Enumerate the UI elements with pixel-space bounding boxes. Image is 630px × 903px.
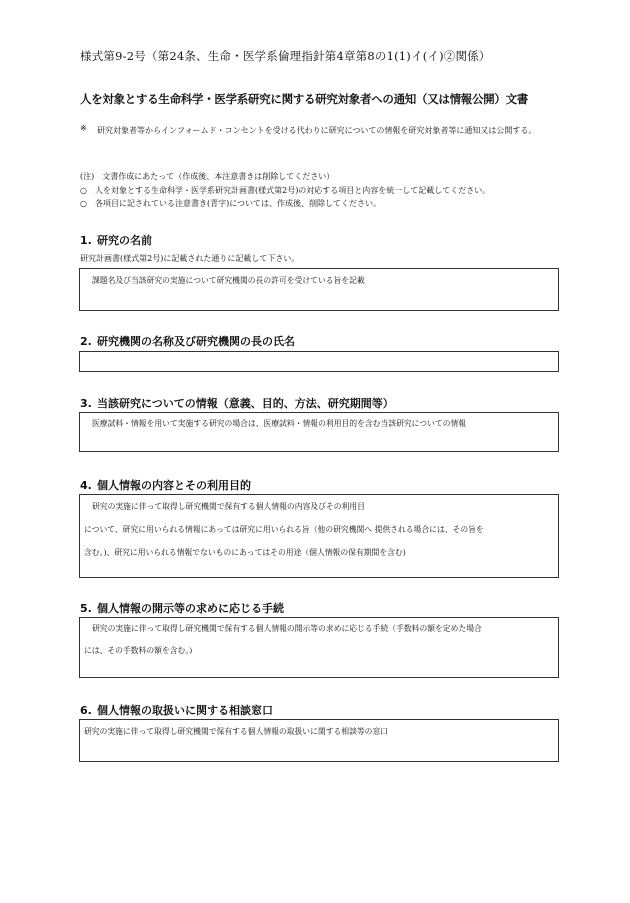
form-number: 様式第9-2号（第24条、生命・医学系倫理指針第4章第8の1(1)イ(イ)②関係）	[80, 49, 491, 63]
notes-header: (注) 文書作成にあたって（作成後、本注意書きは削除してください）	[80, 172, 335, 181]
section-number: 4.	[80, 479, 92, 492]
section-number: 5.	[80, 602, 92, 615]
section-5-title	[80, 600, 284, 616]
note-item: ○ 各項目に記されている注意書き(青字)については、作成後、削除してください。	[80, 199, 382, 208]
section-3-field[interactable]	[79, 412, 559, 452]
section-4-guidance-line: 含む。)、研究に用いられる情報でないものにあってはその用途（個人情報の保有期間を含む)	[84, 548, 406, 557]
section-3-guidance: 医療試料・情報を用いて実施する研究の場合は、医療試料・情報の利用目的を含む当該研究についての情報	[92, 419, 467, 428]
section-2-field[interactable]	[79, 351, 559, 372]
section-number: 2.	[80, 335, 92, 348]
section-1-title	[80, 232, 152, 248]
section-heading: 研究の名前	[97, 234, 152, 247]
section-6-title	[80, 702, 273, 718]
section-4-guidance-line: について、研究に用いられる情報にあっては研究に用いられる旨（他の研究機関へ 提供される場合には、その旨を	[84, 525, 484, 534]
section-5-guidance-line: 研究の実施に伴って取得し研究機関で保有する個人情報の開示等の求めに応じる手続（手数料の額を定めた場合	[92, 624, 482, 633]
section-heading: 個人情報の内容とその利用目的	[97, 479, 251, 492]
section-3-title	[80, 395, 394, 411]
section-5-field[interactable]	[79, 617, 559, 678]
section-2-title	[80, 333, 295, 349]
section-6-guidance: 研究の実施に伴って取得し研究機関で保有する個人情報の取扱いに関する相談等の窓口	[84, 727, 389, 736]
section-4-title	[80, 477, 251, 493]
section-heading: 研究機関の名称及び研究機関の長の氏名	[97, 335, 295, 348]
section-heading: 当該研究についての情報（意義、目的、方法、研究期間等）	[97, 397, 394, 410]
intro-note-text: 研究対象者等からインフォームド・コンセントを受ける代わりに研究についての情報を研究対象者等に通知又は公開する。	[97, 126, 537, 135]
section-5-guidance-line: には、その手数料の額を含む。)	[84, 646, 193, 655]
section-heading: 個人情報の取扱いに関する相談窓口	[97, 704, 273, 717]
section-1-field[interactable]	[79, 268, 559, 311]
section-number: 3.	[80, 397, 92, 410]
section-number: 6.	[80, 704, 92, 717]
note-item: ○ 人を対象とする生命科学・医学系研究計画書(様式第2号)の対応する項目と内容を統一して記載してください。	[80, 185, 491, 195]
section-4-guidance-line: 研究の実施に伴って取得し研究機関で保有する個人情報の内容及びその利用目	[92, 502, 365, 511]
section-6-field[interactable]	[79, 719, 559, 762]
section-heading: 個人情報の開示等の求めに応じる手続	[97, 602, 284, 615]
section-4-field[interactable]	[79, 494, 559, 578]
intro-note-mark: ※	[80, 124, 87, 133]
section-number: 1.	[80, 234, 92, 247]
section-1-guidance: 課題名及び当該研究の実施について研究機関の長の許可を受けている旨を記載	[92, 276, 365, 285]
document-title: 人を対象とする生命科学・医学系研究に関する研究対象者への通知（又は情報公開）文書	[80, 92, 528, 106]
instruction-notes	[80, 170, 490, 211]
section-1-sub-note: 研究計画書(様式第2号)に記載された通りに記載して下さい。	[80, 254, 300, 263]
